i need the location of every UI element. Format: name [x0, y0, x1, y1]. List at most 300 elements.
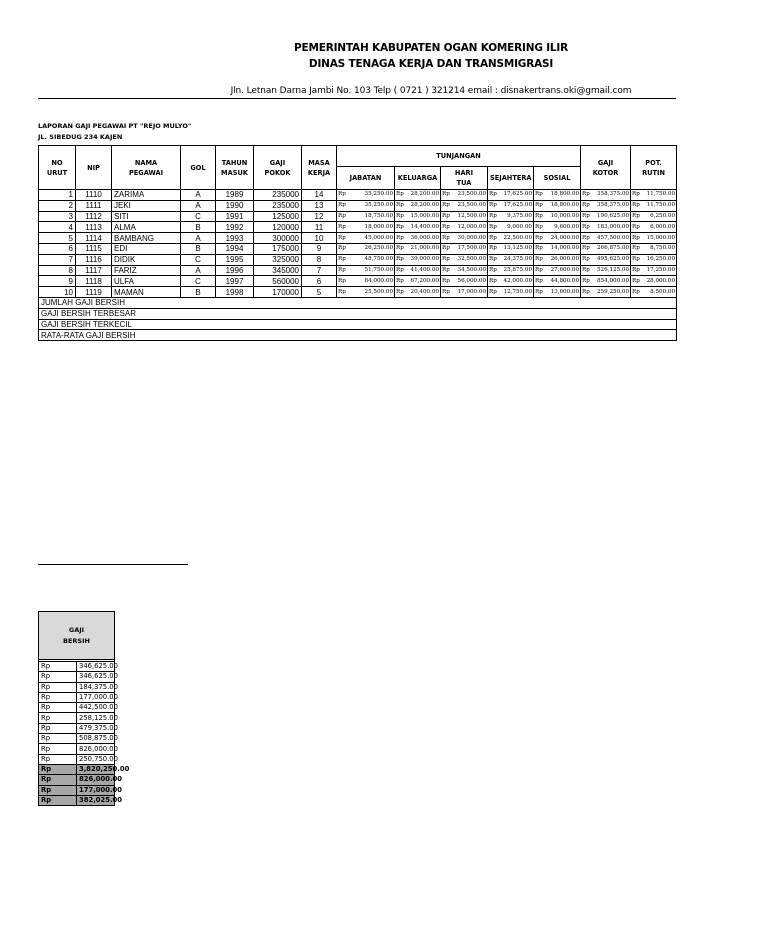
header-line2: DINAS TENAGA KERJA DAN TRANSMIGRASI: [308, 58, 554, 70]
salary-table: [38, 145, 677, 341]
net-salary-row: [39, 692, 115, 702]
cell-hari_tua: [441, 254, 488, 265]
currency-label: Rp: [632, 256, 640, 263]
cell-gol: C: [181, 254, 216, 265]
amount: 854,000.00: [597, 277, 630, 284]
cell-masa: 13: [302, 200, 337, 211]
cell-nama: BAMBANG: [112, 233, 181, 244]
col-nama: NAMA PEGAWAI: [112, 146, 181, 190]
cell-tahun: 1989: [216, 190, 254, 201]
cell-jabatan: [337, 265, 395, 276]
cell-sejahtera: [488, 190, 534, 201]
net-salary-row: [39, 682, 115, 692]
amount: 250,750.00: [77, 754, 115, 764]
cell-tahun: 1992: [216, 222, 254, 233]
col-gaji-kotor: GAJI KOTOR: [581, 146, 631, 190]
currency-label: Rp: [338, 223, 346, 230]
cell-sejahtera: [488, 265, 534, 276]
amount: 6,250.00: [650, 212, 676, 219]
amount: 67,200.00: [410, 277, 439, 284]
cell-sejahtera: [488, 243, 534, 254]
amount: 13,600.00: [550, 288, 580, 295]
currency-label: Rp: [535, 266, 543, 273]
currency-label: Rp: [535, 223, 543, 230]
col-sejahtera: SEJAHTERA: [488, 167, 534, 190]
cell-nama: FARIZ: [112, 265, 181, 276]
cell-jabatan: [337, 254, 395, 265]
amount: 25,875.00: [503, 266, 532, 273]
cell-masa: 7: [302, 265, 337, 276]
amount: 479,375.00: [77, 723, 115, 733]
amount: 266,875.00: [597, 245, 630, 252]
cell-sosial: [534, 190, 581, 201]
currency-label: Rp: [338, 245, 346, 252]
amount: 3,820,250.00: [77, 764, 115, 774]
cell-gaji-pokok: 175000: [254, 243, 302, 254]
currency-label: Rp: [39, 754, 77, 764]
currency-label: Rp: [39, 795, 77, 805]
amount: 28,200.00: [410, 202, 439, 209]
amount: 41,400.00: [410, 266, 439, 273]
currency-label: Rp: [582, 256, 590, 263]
cell-masa: 14: [302, 190, 337, 201]
cell-no: 10: [39, 287, 76, 298]
amount: 16,250.00: [646, 256, 676, 263]
amount: 826,000.00: [77, 744, 115, 754]
cell-sejahtera: [488, 276, 534, 287]
currency-label: Rp: [39, 682, 77, 692]
cell-tahun: 1998: [216, 287, 254, 298]
currency-label: Rp: [338, 202, 346, 209]
currency-label: Rp: [632, 212, 640, 219]
cell-sosial: [534, 243, 581, 254]
currency-label: Rp: [535, 245, 543, 252]
currency-label: Rp: [535, 202, 543, 209]
amount: 358,375.00: [597, 191, 630, 198]
cell-nip: 1110: [76, 190, 112, 201]
amount: 39,000.00: [410, 256, 439, 263]
header-line1: PEMERINTAH KABUPATEN OGAN KOMERING ILIR: [294, 42, 568, 54]
header-address: Jln. Letnan Darna Jambi No. 103 Telp ( 0721 ) 321214 email : disnakertrans.oki@gmail.com: [230, 86, 632, 96]
cell-sosial: [534, 222, 581, 233]
summary-label: GAJI BERSIH TERKECIL: [39, 319, 677, 330]
cell-gaji-pokok: 125000: [254, 211, 302, 222]
net-salary-total-row: [39, 764, 115, 774]
amount: 8,500.00: [650, 288, 676, 295]
currency-label: Rp: [632, 191, 640, 198]
currency-label: Rp: [582, 223, 590, 230]
cell-tahun: 1996: [216, 265, 254, 276]
currency-label: Rp: [442, 277, 450, 284]
amount: 12,000.00: [457, 223, 486, 230]
cell-gol: A: [181, 200, 216, 211]
amount: 15,000.00: [410, 212, 439, 219]
cell-masa: 12: [302, 211, 337, 222]
cell-nip: 1117: [76, 265, 112, 276]
amount: 382,025.00: [77, 795, 115, 805]
col-no-urut: NO URUT: [39, 146, 76, 190]
table-row: [39, 190, 677, 201]
col-masa: MASA KERJA: [302, 146, 337, 190]
amount: 177,000.00: [77, 785, 115, 795]
net-salary-row: [39, 713, 115, 723]
amount: 190,625.00: [597, 212, 630, 219]
cell-gol: A: [181, 233, 216, 244]
table-row: [39, 233, 677, 244]
cell-nama: JEKI: [112, 200, 181, 211]
report-title: LAPORAN GAJI PEGAWAI PT "REJO MULYO": [38, 122, 192, 130]
amount: 508,875.00: [77, 734, 115, 744]
currency-label: Rp: [442, 266, 450, 273]
summary-row: [39, 330, 677, 341]
summary-row: [39, 297, 677, 308]
table-row: [39, 287, 677, 298]
cell-masa: 10: [302, 233, 337, 244]
col-gol: GOL: [181, 146, 216, 190]
cell-kotor: [581, 276, 631, 287]
cell-pot: [631, 211, 677, 222]
currency-label: Rp: [632, 266, 640, 273]
header-rule: [38, 98, 676, 99]
cell-gol: B: [181, 243, 216, 254]
cell-nip: 1119: [76, 287, 112, 298]
cell-pot: [631, 243, 677, 254]
currency-label: Rp: [39, 785, 77, 795]
cell-sosial: [534, 276, 581, 287]
cell-pot: [631, 276, 677, 287]
amount: 35,250.00: [364, 202, 393, 209]
cell-jabatan: [337, 190, 395, 201]
cell-no: 6: [39, 243, 76, 254]
currency-label: Rp: [39, 723, 77, 733]
amount: 48,750.00: [364, 256, 393, 263]
amount: 18,800.00: [550, 202, 580, 209]
currency-label: Rp: [489, 202, 497, 209]
cell-keluarga: [395, 265, 441, 276]
cell-sosial: [534, 200, 581, 211]
amount: 56,000.00: [457, 277, 486, 284]
col-jabatan: JABATAN: [337, 167, 395, 190]
cell-nip: 1113: [76, 222, 112, 233]
cell-hari_tua: [441, 276, 488, 287]
col-pot-rutin: POT. RUTIN: [631, 146, 677, 190]
amount: 84,000.00: [364, 277, 393, 284]
summary-label: GAJI BERSIH TERBESAR: [39, 308, 677, 319]
amount: 18,000.00: [364, 223, 393, 230]
amount: 15,000.00: [646, 234, 676, 241]
cell-keluarga: [395, 222, 441, 233]
amount: 346,625.00: [77, 662, 115, 672]
currency-label: Rp: [39, 672, 77, 682]
cell-sejahtera: [488, 233, 534, 244]
amount: 12,750.00: [503, 288, 532, 295]
currency-label: Rp: [535, 212, 543, 219]
cell-kotor: [581, 200, 631, 211]
report-address: JL. SIBEDUG 234 KAJEN: [38, 133, 123, 141]
cell-nama: ULFA: [112, 276, 181, 287]
net-salary-total-row: [39, 785, 115, 795]
table-row: [39, 254, 677, 265]
currency-label: Rp: [632, 234, 640, 241]
currency-label: Rp: [338, 191, 346, 198]
currency-label: Rp: [396, 277, 404, 284]
amount: 6,000.00: [650, 223, 676, 230]
cell-pot: [631, 265, 677, 276]
cell-hari_tua: [441, 222, 488, 233]
cell-keluarga: [395, 233, 441, 244]
currency-label: Rp: [489, 266, 497, 273]
amount: 8,750.00: [650, 245, 676, 252]
cell-keluarga: [395, 276, 441, 287]
cell-sejahtera: [488, 222, 534, 233]
col-sosial: SOSIAL: [534, 167, 581, 190]
currency-label: Rp: [535, 256, 543, 263]
currency-label: Rp: [489, 256, 497, 263]
col-tunjangan: TUNJANGAN: [337, 146, 581, 167]
cell-nama: MAMAN: [112, 287, 181, 298]
cell-jabatan: [337, 200, 395, 211]
cell-gol: C: [181, 276, 216, 287]
currency-label: Rp: [582, 212, 590, 219]
cell-jabatan: [337, 287, 395, 298]
cell-nama: DIDIK: [112, 254, 181, 265]
cell-hari_tua: [441, 265, 488, 276]
cell-masa: 11: [302, 222, 337, 233]
amount: 21,000.00: [410, 245, 439, 252]
cell-masa: 9: [302, 243, 337, 254]
cell-gaji-pokok: 325000: [254, 254, 302, 265]
net-salary-row: [39, 662, 115, 672]
cell-no: 9: [39, 276, 76, 287]
cell-jabatan: [337, 222, 395, 233]
amount: 17,625.00: [503, 202, 532, 209]
amount: 259,250.00: [597, 288, 630, 295]
cell-kotor: [581, 243, 631, 254]
currency-label: Rp: [39, 775, 77, 785]
currency-label: Rp: [582, 245, 590, 252]
cell-tahun: 1993: [216, 233, 254, 244]
amount: 17,500.00: [457, 245, 486, 252]
currency-label: Rp: [582, 234, 590, 241]
cell-keluarga: [395, 211, 441, 222]
table-row: [39, 211, 677, 222]
amount: 36,000.00: [410, 234, 439, 241]
amount: 9,600.00: [554, 223, 580, 230]
cell-pot: [631, 287, 677, 298]
currency-label: Rp: [489, 245, 497, 252]
currency-label: Rp: [535, 234, 543, 241]
currency-label: Rp: [338, 256, 346, 263]
col-tahun: TAHUN MASUK: [216, 146, 254, 190]
amount: 51,750.00: [364, 266, 393, 273]
currency-label: Rp: [338, 266, 346, 273]
amount: 177,000.00: [77, 692, 115, 702]
col-gaji-bersih: GAJI BERSIH: [39, 612, 115, 660]
amount: 23,500.00: [457, 202, 486, 209]
currency-label: Rp: [396, 212, 404, 219]
table-row: [39, 200, 677, 211]
cell-gaji-pokok: 120000: [254, 222, 302, 233]
currency-label: Rp: [396, 288, 404, 295]
currency-label: Rp: [396, 245, 404, 252]
cell-sejahtera: [488, 211, 534, 222]
cell-masa: 5: [302, 287, 337, 298]
cell-jabatan: [337, 276, 395, 287]
amount: 826,000.00: [77, 775, 115, 785]
currency-label: Rp: [442, 256, 450, 263]
signature-line: [38, 564, 188, 565]
cell-no: 8: [39, 265, 76, 276]
cell-gaji-pokok: 235000: [254, 190, 302, 201]
cell-hari_tua: [441, 190, 488, 201]
cell-kotor: [581, 190, 631, 201]
currency-label: Rp: [39, 764, 77, 774]
currency-label: Rp: [489, 234, 497, 241]
cell-pot: [631, 233, 677, 244]
currency-label: Rp: [338, 288, 346, 295]
amount: 35,250.00: [364, 191, 393, 198]
amount: 24,375.00: [503, 256, 532, 263]
cell-pot: [631, 200, 677, 211]
currency-label: Rp: [535, 277, 543, 284]
table-row: [39, 243, 677, 254]
cell-masa: 6: [302, 276, 337, 287]
net-salary-total-row: [39, 775, 115, 785]
currency-label: Rp: [582, 266, 590, 273]
cell-nama: ZARIMA: [112, 190, 181, 201]
cell-pot: [631, 222, 677, 233]
cell-kotor: [581, 233, 631, 244]
currency-label: Rp: [582, 202, 590, 209]
currency-label: Rp: [442, 202, 450, 209]
amount: 26,250.00: [364, 245, 393, 252]
currency-label: Rp: [535, 191, 543, 198]
cell-sosial: [534, 211, 581, 222]
cell-gol: C: [181, 211, 216, 222]
currency-label: Rp: [39, 713, 77, 723]
summary-row: [39, 308, 677, 319]
cell-gaji-pokok: 300000: [254, 233, 302, 244]
currency-label: Rp: [442, 212, 450, 219]
amount: 12,500.00: [457, 212, 486, 219]
currency-label: Rp: [39, 692, 77, 702]
currency-label: Rp: [338, 277, 346, 284]
cell-hari_tua: [441, 211, 488, 222]
cell-pot: [631, 190, 677, 201]
currency-label: Rp: [489, 288, 497, 295]
net-salary-total-row: [39, 795, 115, 805]
cell-nama: EDI: [112, 243, 181, 254]
amount: 14,400.00: [410, 223, 439, 230]
cell-keluarga: [395, 254, 441, 265]
cell-masa: 8: [302, 254, 337, 265]
cell-nip: 1118: [76, 276, 112, 287]
cell-gaji-pokok: 235000: [254, 200, 302, 211]
amount: 28,000.00: [646, 277, 676, 284]
amount: 45,000.00: [364, 234, 393, 241]
cell-kotor: [581, 211, 631, 222]
amount: 18,800.00: [550, 191, 580, 198]
cell-nip: 1111: [76, 200, 112, 211]
cell-gaji-pokok: 170000: [254, 287, 302, 298]
amount: 26,000.00: [550, 256, 580, 263]
summary-row: [39, 319, 677, 330]
summary-label: JUMLAH GAJI BERSIH: [39, 297, 677, 308]
amount: 27,600.00: [550, 266, 580, 273]
currency-label: Rp: [396, 234, 404, 241]
currency-label: Rp: [489, 223, 497, 230]
amount: 24,000.00: [550, 234, 580, 241]
amount: 25,500.00: [364, 288, 393, 295]
cell-hari_tua: [441, 233, 488, 244]
cell-sejahtera: [488, 287, 534, 298]
cell-tahun: 1997: [216, 276, 254, 287]
currency-label: Rp: [39, 662, 77, 672]
currency-label: Rp: [489, 191, 497, 198]
currency-label: Rp: [396, 202, 404, 209]
currency-label: Rp: [39, 734, 77, 744]
currency-label: Rp: [396, 256, 404, 263]
cell-kotor: [581, 265, 631, 276]
cell-gol: B: [181, 222, 216, 233]
col-keluarga: KELUARGA: [395, 167, 441, 190]
amount: 13,125.00: [503, 245, 532, 252]
amount: 442,500.00: [77, 703, 115, 713]
cell-no: 4: [39, 222, 76, 233]
amount: 346,625.00: [77, 672, 115, 682]
cell-jabatan: [337, 211, 395, 222]
net-salary-row: [39, 754, 115, 764]
amount: 17,000.00: [457, 288, 486, 295]
currency-label: Rp: [396, 266, 404, 273]
amount: 183,000.00: [597, 223, 630, 230]
cell-no: 2: [39, 200, 76, 211]
currency-label: Rp: [632, 202, 640, 209]
currency-label: Rp: [338, 234, 346, 241]
cell-tahun: 1991: [216, 211, 254, 222]
cell-sosial: [534, 265, 581, 276]
cell-gol: A: [181, 190, 216, 201]
amount: 20,400.00: [410, 288, 439, 295]
cell-no: 7: [39, 254, 76, 265]
cell-nip: 1115: [76, 243, 112, 254]
currency-label: Rp: [338, 212, 346, 219]
amount: 17,250.00: [646, 266, 676, 273]
cell-tahun: 1994: [216, 243, 254, 254]
currency-label: Rp: [396, 223, 404, 230]
amount: 14,000.00: [550, 245, 580, 252]
cell-keluarga: [395, 243, 441, 254]
amount: 11,750.00: [646, 202, 676, 209]
cell-nama: ALMA: [112, 222, 181, 233]
amount: 44,800.00: [550, 277, 580, 284]
amount: 42,000.00: [503, 277, 532, 284]
cell-keluarga: [395, 190, 441, 201]
cell-kotor: [581, 287, 631, 298]
amount: 495,625.00: [597, 256, 630, 263]
amount: 34,500.00: [457, 266, 486, 273]
cell-keluarga: [395, 200, 441, 211]
amount: 18,750.00: [364, 212, 393, 219]
col-gaji-pokok: GAJI POKOK: [254, 146, 302, 190]
table-row: [39, 265, 677, 276]
amount: 30,000.00: [457, 234, 486, 241]
cell-hari_tua: [441, 287, 488, 298]
amount: 184,375.00: [77, 682, 115, 692]
cell-jabatan: [337, 233, 395, 244]
cell-no: 3: [39, 211, 76, 222]
cell-no: 5: [39, 233, 76, 244]
